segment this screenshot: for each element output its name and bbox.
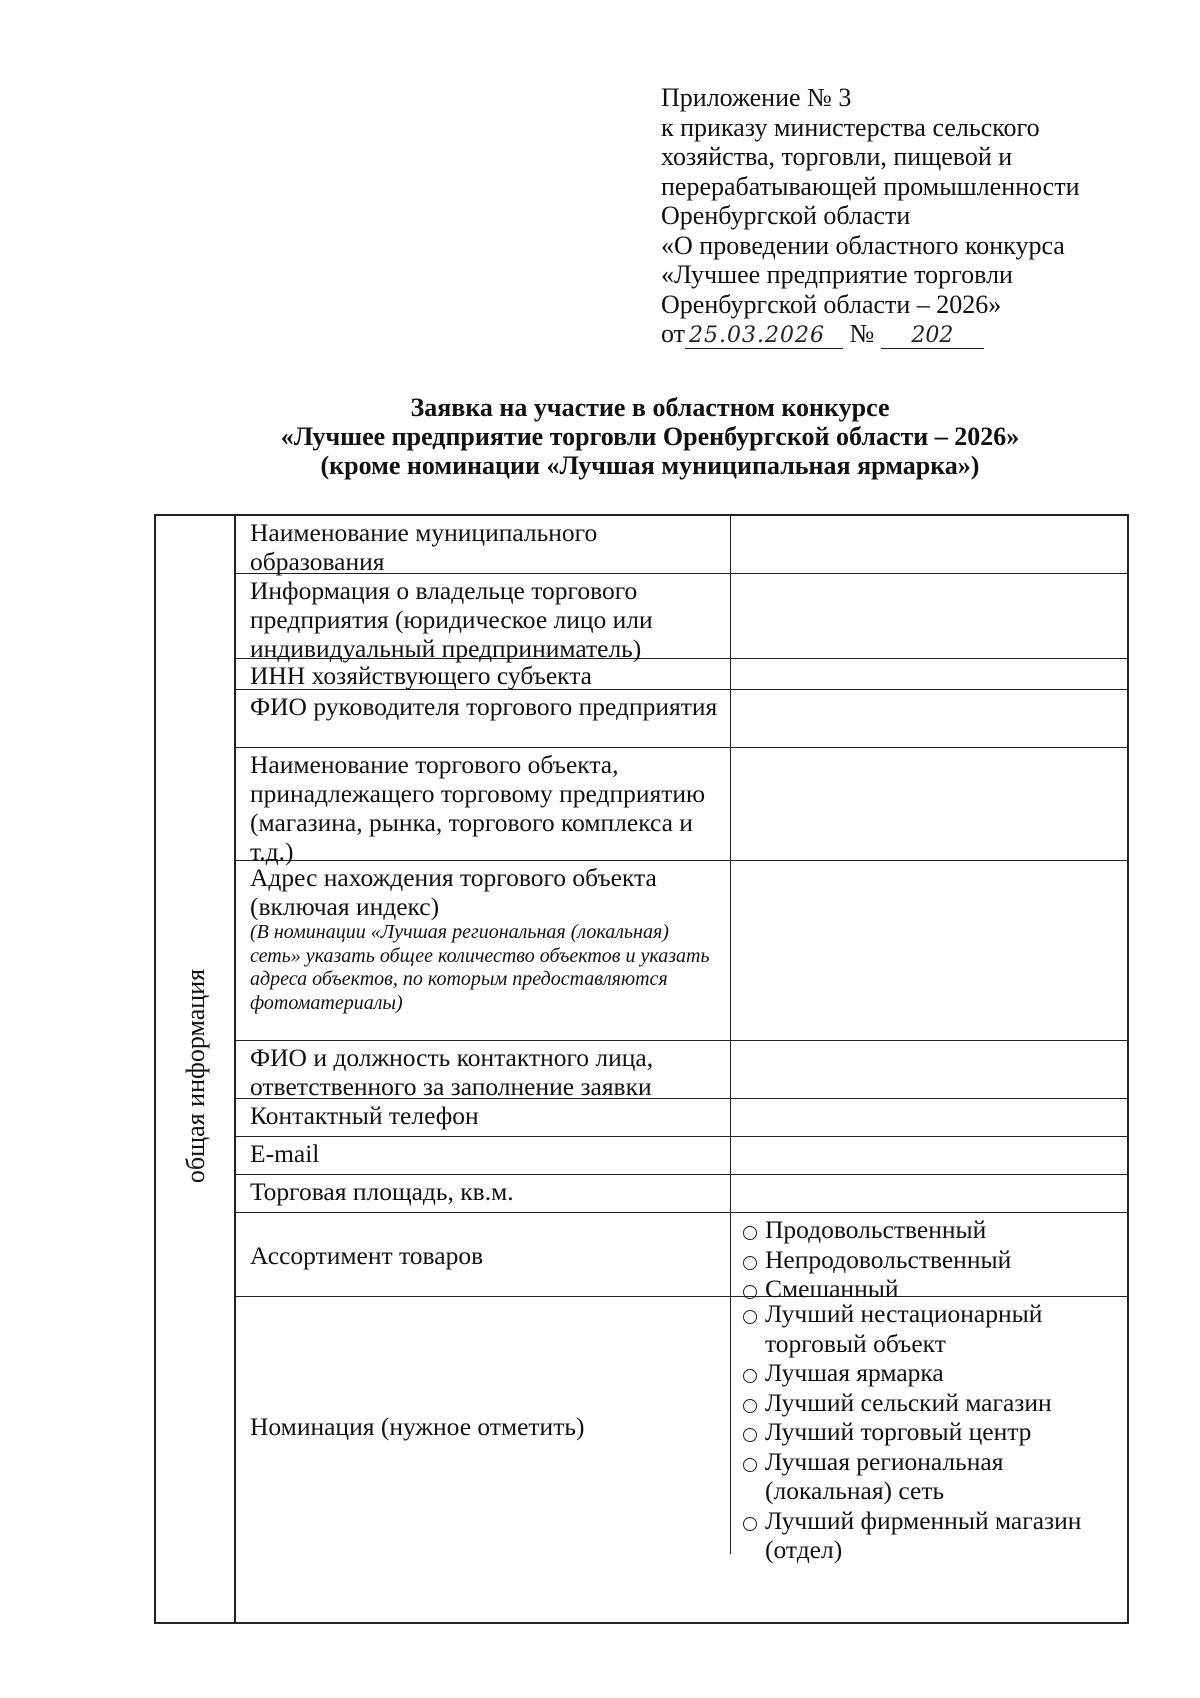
row-label-text: ФИО и должность контактного лица, ответственного за заполнение заявки xyxy=(250,1043,654,1101)
value-input-cell[interactable] xyxy=(731,1175,1127,1214)
option-item[interactable] xyxy=(743,1388,1119,1418)
table-row xyxy=(236,516,1127,574)
options-cell xyxy=(731,1213,1127,1303)
appendix-line: «О проведении областного конкурса xyxy=(661,230,1065,260)
row-label-cell xyxy=(236,1099,731,1136)
row-label-cell xyxy=(236,690,731,747)
table-rows xyxy=(236,516,1127,1622)
title-line: «Лучшее предприятие торговли Оренбургской области – 2026» xyxy=(280,422,1020,451)
table-row xyxy=(236,1297,1127,1564)
row-label-cell xyxy=(236,1297,731,1554)
order-date-number-line xyxy=(661,319,1141,349)
row-label-cell xyxy=(236,516,731,576)
value-input-cell[interactable] xyxy=(731,861,1127,1042)
table-row xyxy=(236,1213,1127,1303)
option-circle-icon[interactable] xyxy=(743,1517,757,1531)
value-input-cell[interactable] xyxy=(731,748,1127,862)
row-label-text: ФИО руководителя торгового предприятия xyxy=(250,692,718,721)
option-circle-icon[interactable] xyxy=(743,1226,757,1240)
appendix-line: хозяйства, торговли, пищевой и xyxy=(661,142,1013,171)
row-label-cell xyxy=(236,574,731,663)
option-circle-icon[interactable] xyxy=(743,1369,757,1383)
row-label-text: Наименование муниципального образования xyxy=(250,518,598,576)
row-label-cell xyxy=(236,861,731,1040)
row-label-cell xyxy=(236,1213,731,1296)
row-label-text: Контактный телефон xyxy=(250,1101,479,1130)
table-row xyxy=(236,659,1127,690)
value-input-cell[interactable] xyxy=(731,516,1127,575)
row-label-text: Ассортимент товаров xyxy=(250,1241,484,1270)
application-form-table xyxy=(154,514,1129,1624)
value-input-cell[interactable] xyxy=(731,1137,1127,1176)
table-row xyxy=(236,1099,1127,1137)
value-input-cell[interactable] xyxy=(731,690,1127,749)
side-column xyxy=(156,516,236,1622)
row-label-text: Адрес нахождения торгового объекта (включая индекс) xyxy=(250,863,657,921)
table-row xyxy=(236,1175,1127,1213)
option-circle-icon[interactable] xyxy=(743,1310,757,1324)
option-label: Лучший сельский магазин xyxy=(765,1387,1052,1417)
appendix-header xyxy=(661,83,1141,349)
form-title xyxy=(150,393,1150,480)
appendix-line: Оренбургской области xyxy=(661,201,911,230)
table-row xyxy=(236,1041,1127,1099)
title-line: (кроме номинации «Лучшая муниципальная ярмарка») xyxy=(320,451,980,480)
side-label-general-info: общая информация xyxy=(181,968,210,1184)
row-label-text: Торговая площадь, кв.м. xyxy=(250,1177,514,1206)
option-item[interactable] xyxy=(743,1417,1119,1447)
value-input-cell[interactable] xyxy=(731,1099,1127,1138)
row-label-text: Номинация (нужное отметить) xyxy=(250,1412,585,1441)
option-circle-icon[interactable] xyxy=(743,1256,757,1270)
option-label: Лучший нестационарный торговый объект xyxy=(765,1299,1043,1358)
row-label-text: Наименование торгового объекта, принадлежащего торговому предприятию (магазина, рынка, торгового комплекса и т.д.) xyxy=(250,750,706,866)
row-label-cell xyxy=(236,1175,731,1212)
value-input-cell[interactable] xyxy=(731,574,1127,660)
row-label-text: ИНН хозяйствующего субъекта xyxy=(250,661,592,690)
option-circle-icon[interactable] xyxy=(743,1458,757,1472)
value-input-cell[interactable] xyxy=(731,1041,1127,1100)
row-label-cell xyxy=(236,659,731,689)
option-circle-icon[interactable] xyxy=(743,1399,757,1413)
appendix-line: Оренбургской области – 2026» xyxy=(661,289,1002,319)
date-prefix: от xyxy=(661,319,686,348)
title-line: Заявка на участие в областном конкурсе xyxy=(410,393,890,422)
option-label: Лучшая ярмарка xyxy=(765,1358,944,1387)
table-row xyxy=(236,690,1127,748)
appendix-line: к приказу министерства сельского xyxy=(661,112,1040,142)
table-row xyxy=(236,574,1127,663)
option-label: Лучший фирменный магазин (отдел) xyxy=(765,1505,1082,1564)
number-prefix: № xyxy=(849,319,875,348)
row-label-text: E-mail xyxy=(250,1139,320,1168)
option-item[interactable] xyxy=(743,1358,1119,1388)
option-item[interactable] xyxy=(743,1447,1119,1506)
row-label-text: Информация о владельце торгового предприятия (юридическое лицо или индивидуальный предприниматель) xyxy=(250,576,653,663)
option-label: Продовольственный xyxy=(765,1215,987,1244)
option-circle-icon[interactable] xyxy=(743,1428,757,1442)
appendix-line: перерабатывающей промышленности xyxy=(661,171,1080,201)
option-item[interactable] xyxy=(743,1299,1119,1358)
option-label: Лучший торговый центр xyxy=(765,1417,1032,1446)
option-item[interactable] xyxy=(743,1215,1119,1245)
option-item[interactable] xyxy=(743,1506,1119,1565)
option-item[interactable] xyxy=(743,1245,1119,1275)
appendix-line: «Лучшее предприятие торговли xyxy=(661,260,1013,289)
row-label-cell xyxy=(236,1041,731,1101)
option-label: Смешанный xyxy=(765,1274,899,1303)
value-input-cell[interactable] xyxy=(731,659,1127,691)
table-row xyxy=(236,1137,1127,1175)
option-label: Непродовольственный xyxy=(765,1244,1012,1274)
table-row xyxy=(236,748,1127,866)
row-label-note: (В номинации «Лучшая региональная (локальная) сеть» указать общее количество объектов и указать адреса объектов, по которым предоставляются фотоматериалы) xyxy=(250,921,710,1014)
handwritten-date: 25.03.2026 xyxy=(685,324,843,349)
option-label: Лучшая региональная (локальная) сеть xyxy=(765,1446,1004,1505)
table-row xyxy=(236,861,1127,1041)
row-label-cell xyxy=(236,748,731,866)
handwritten-number: 202 xyxy=(881,324,984,349)
row-label-cell xyxy=(236,1137,731,1174)
options-cell xyxy=(731,1297,1127,1564)
appendix-line: Приложение № 3 xyxy=(661,83,852,112)
